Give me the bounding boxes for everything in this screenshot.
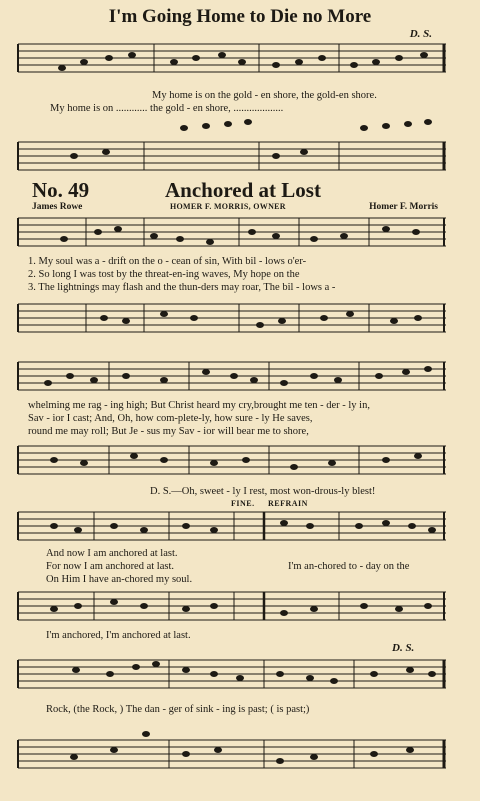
system1-treble-staff [14,212,446,254]
refrain-line-3: Rock, (the Rock, ) The dan - ger of sink - ing is past; ( is past;) [46,704,310,715]
verse2-block1: 2. So long I was tost by the threat-en-ing waves, My hope on the [28,269,300,280]
verse1-block3: And now I am anchored at last. [46,548,178,559]
hymn-number: No. 49 [32,178,90,202]
hymn-title: Anchored at Lost [165,178,321,202]
refrain-line-1: I'm an-chored to - day on the [288,561,410,572]
ds-line: D. S.—Oh, sweet - ly I rest, most won-drous-ly blest! [150,486,376,497]
top-treble-staff [14,38,446,88]
verse2-block3: For now I am anchored at last. [46,561,175,572]
verse3-block1: 3. The lightnings may flash and the thun-ders may roar, The bil - lows a - [28,282,336,293]
system4-bass-staff [14,720,446,780]
system1-bass-staff [14,296,446,346]
refrain-label: REFRAIN [268,499,308,508]
verse3-block2: round me may roll; But Je - sus my Sav - ior will bear me to shore, [28,426,309,437]
system3-treble-staff [14,506,446,548]
lyricist-credit: James Rowe [32,202,83,212]
top-ds-mark: D. S. [409,28,432,40]
top-lyric-line-2: My home is on ............ the gold - en shore, ................... [50,103,284,114]
verse1-block2: whelming me rag - ing high; But Christ heard my cry,brought me ten - der - ly in, [28,400,370,411]
verse1-block1: 1. My soul was a - drift on the o - cean of sin, With bil - lows o'er- [28,256,307,267]
system4-treble-staff [14,650,446,696]
fine-label: FINE. [231,499,255,508]
top-hymn-title: I'm Going Home to Die no More [108,6,372,27]
system2-treble-staff [14,352,446,398]
owner-credit: HOMER F. MORRIS, OWNER [170,202,286,211]
ds-end-mark: D. S. [392,642,415,654]
top-bass-staff [14,118,446,176]
system3-bass-staff [14,584,446,630]
composer-credit: Homer F. Morris [369,202,438,212]
verse3-block3: On Him I have an-chored my soul. [46,574,193,585]
verse2-block2: Sav - ior I cast; And, Oh, how com-plete-ly, how sure - ly He saves, [28,413,313,424]
system2-bass-staff [14,438,446,484]
top-lyric-line-1: My home is on the gold - en shore, the gold-en shore. [152,90,377,101]
refrain-line-2: I'm anchored, I'm anchored at last. [46,630,191,641]
